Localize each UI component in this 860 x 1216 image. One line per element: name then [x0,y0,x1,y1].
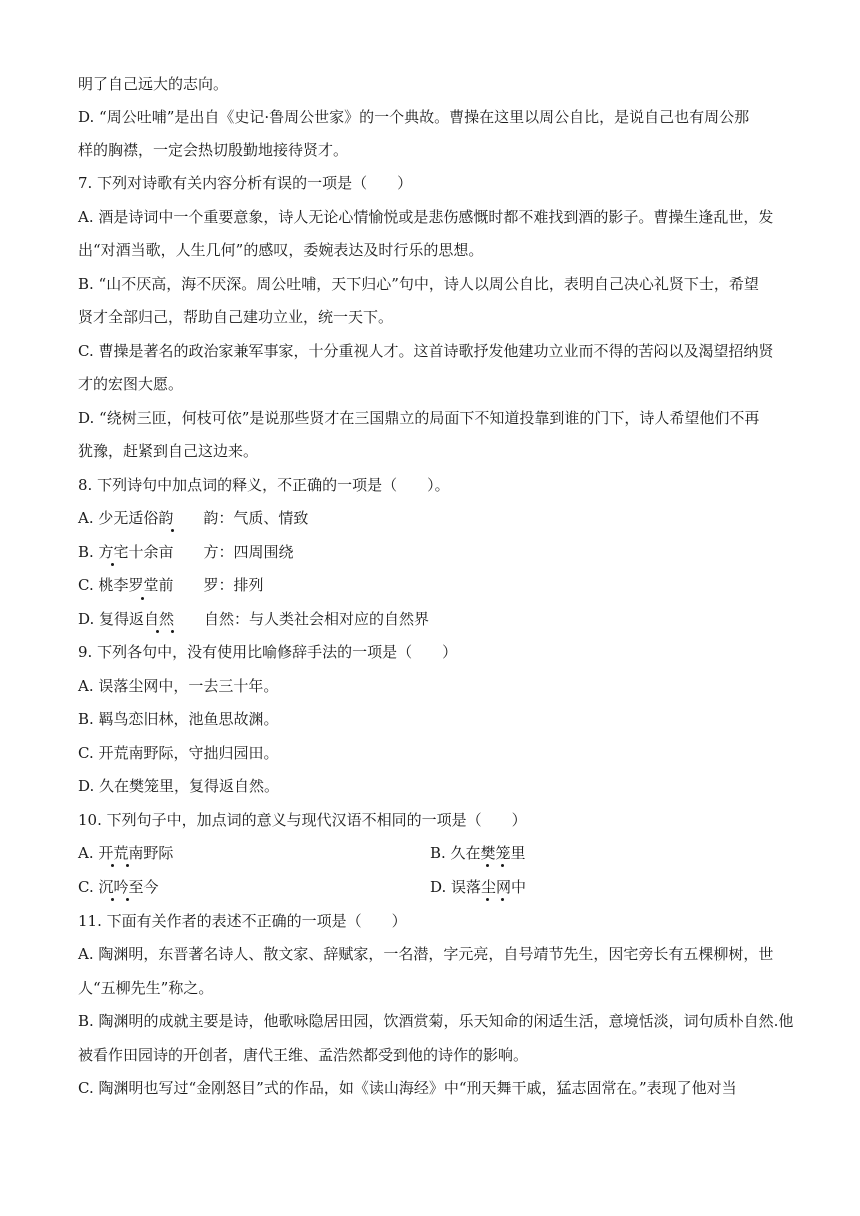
text-line: 才的宏图大愿。 [78,375,184,393]
option-line: A. 误落尘网中，一去三十年。 [78,677,279,695]
option-line: A. 开荒南野际 [78,844,174,862]
emphasis-dot [486,898,489,901]
option-line: C. 桃李罗堂前 罗：排列 [78,576,264,594]
text-line: 人“五柳先生”称之。 [78,979,214,997]
option-line: B. 羁鸟恋旧林，池鱼思故渊。 [78,710,279,728]
option-line: B. 久在樊笼里 [430,844,526,862]
text-line: 明了自己远大的志向。 [78,75,229,93]
emphasis-dot [111,898,114,901]
option-line: B. “山不厌高，海不厌深。周公吐哺，天下归心”句中，诗人以周公自比，表明自己决心礼贤下士，希望 [78,275,759,293]
option-line: D. “绕树三匝，何枝可依”是说那些贤才在三国鼎立的局面下不知道投靠到谁的门下，诗人希望他们不再 [78,409,760,427]
emphasis-dot [111,864,114,867]
question-11: 11. 下面有关作者的表述不正确的一项是（ ） [78,912,407,930]
question-9: 9. 下列各句中，没有使用比喻修辞手法的一项是（ ） [78,643,458,661]
text-line: 样的胸襟，一定会热切殷勤地接待贤才。 [78,141,349,159]
emphasis-dot [111,563,114,566]
emphasis-dot [126,864,129,867]
option-line: C. 开荒南野际，守拙归园田。 [78,744,279,762]
question-8: 8. 下列诗句中加点词的释义，不正确的一项是（ ）。 [78,476,450,494]
question-10: 10. 下列句子中，加点词的意义与现代汉语不相同的一项是（ ） [78,811,527,829]
option-line: D. “周公吐哺”是出自《史记·鲁周公世家》的一个典故。曹操在这里以周公自比，是说自己也有周公那 [78,108,750,126]
option-line: C. 曹操是著名的政治家兼军事家，十分重视人才。这首诗歌抒发他建功立业而不得的苦闷以及渴望招纳贤 [78,342,774,360]
option-line: D. 久在樊笼里，复得返自然。 [78,777,280,795]
emphasis-dot [171,529,174,532]
option-line: D. 误落尘网中 [430,878,527,896]
option-line: B. 陶渊明的成就主要是诗，他歌咏隐居田园，饮酒赏菊，乐天知命的闲适生活，意境恬淡，词句质朴自然.他 [78,1012,794,1030]
emphasis-dot [141,597,144,600]
option-line: C. 陶渊明也写过“金刚怒目”式的作品，如《读山海经》中“刑天舞干戚，猛志固常在。”表现了他对当 [78,1079,737,1097]
emphasis-dot [171,630,174,633]
emphasis-dot [156,630,159,633]
text-line: 犹豫，赶紧到自己这边来。 [78,442,259,460]
emphasis-dot [501,898,504,901]
text-line: 出“对酒当歌，人生几何”的感叹，委婉表达及时行乐的思想。 [78,241,484,259]
option-line: A. 酒是诗词中一个重要意象，诗人无论心情愉悦或是悲伤感慨时都不难找到酒的影子。曹操生逢乱世，发 [78,208,774,226]
text-line: 被看作田园诗的开创者，唐代王维、孟浩然都受到他的诗作的影响。 [78,1046,529,1064]
option-line: A. 陶渊明，东晋著名诗人、散文家、辞赋家，一名潜，字元亮，自号靖节先生，因宅旁长有五棵柳树，世 [78,945,774,963]
option-line: C. 沉吟至今 [78,878,159,896]
question-7: 7. 下列对诗歌有关内容分析有误的一项是（ ） [78,174,413,192]
emphasis-dot [126,898,129,901]
option-line: D. 复得返自然 自然：与人类社会相对应的自然界 [78,610,430,628]
text-line: 贤才全部归己，帮助自己建功立业，统一天下。 [78,308,394,326]
emphasis-dot [501,864,504,867]
emphasis-dot [486,864,489,867]
option-line: A. 少无适俗韵 韵：气质、情致 [78,509,309,527]
option-line: B. 方宅十余亩 方：四周围绕 [78,543,294,561]
